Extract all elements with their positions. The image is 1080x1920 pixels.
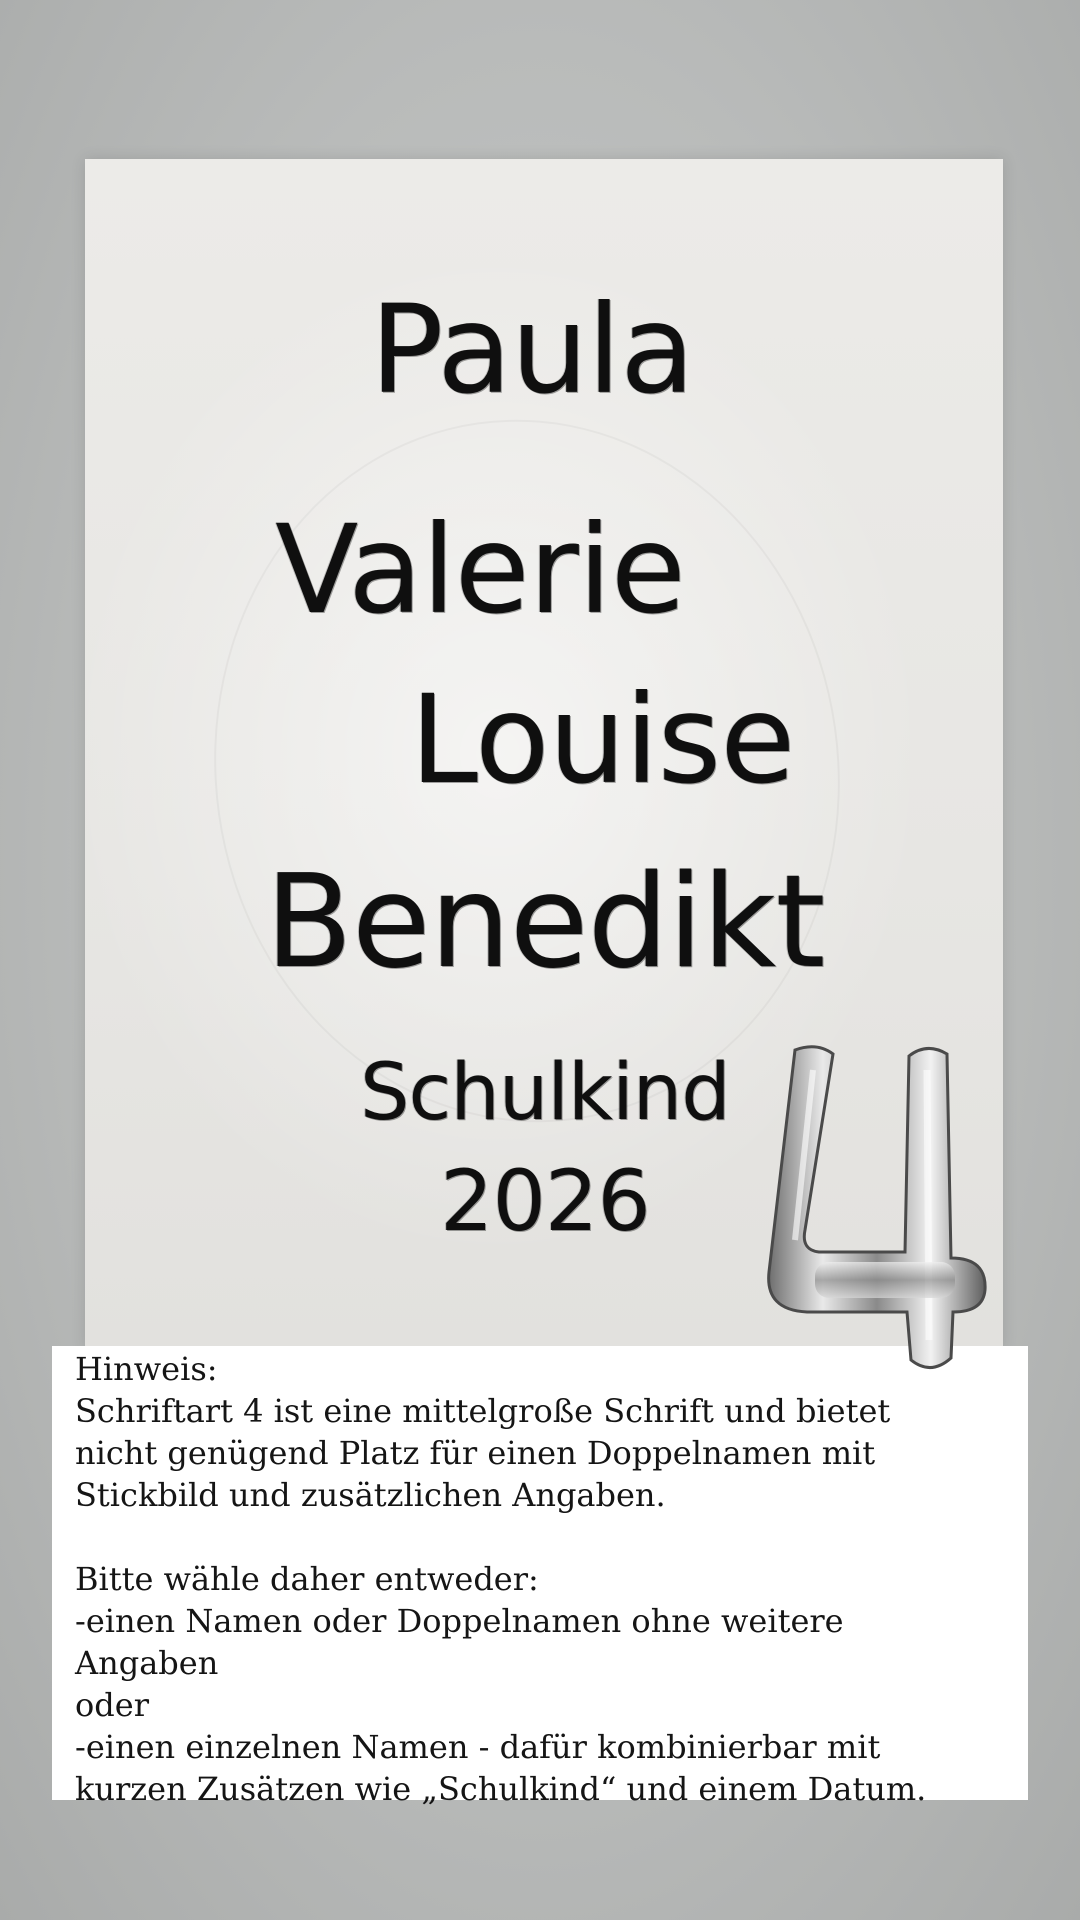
number-balloon-icon [755, 1040, 995, 1380]
notice-line: Angaben [75, 1644, 219, 1682]
notice-line: nicht genügend Platz für einen Doppelnamen mit [75, 1434, 876, 1472]
notice-line: Bitte wähle daher entweder: [75, 1560, 539, 1598]
embroidered-schulkind: Schulkind [360, 1048, 730, 1138]
notice-line: Stickbild und zusätzlichen Angaben. [75, 1476, 666, 1514]
notice-line: -einen einzelnen Namen - dafür kombinierbar mit [75, 1728, 881, 1766]
embroidered-name-4: Benedikt [265, 848, 825, 997]
embroidered-name-1: Paula [370, 279, 694, 421]
notice-line: -einen Namen oder Doppelnamen ohne weitere [75, 1602, 844, 1640]
paragraph-spacer [75, 1516, 1006, 1558]
notice-line: oder [75, 1686, 149, 1724]
embroidered-name-3: Louise [410, 669, 795, 811]
notice-heading: Hinweis: [75, 1350, 218, 1388]
embroidered-year: 2026 [440, 1152, 650, 1250]
embroidered-name-2: Valerie [275, 499, 685, 641]
notice-line: kurzen Zusätzen wie „Schulkind“ und einem Datum. [75, 1770, 927, 1808]
notice-line: Schriftart 4 ist eine mittelgroße Schrift und bietet [75, 1392, 891, 1430]
notice-box [52, 1346, 1028, 1808]
